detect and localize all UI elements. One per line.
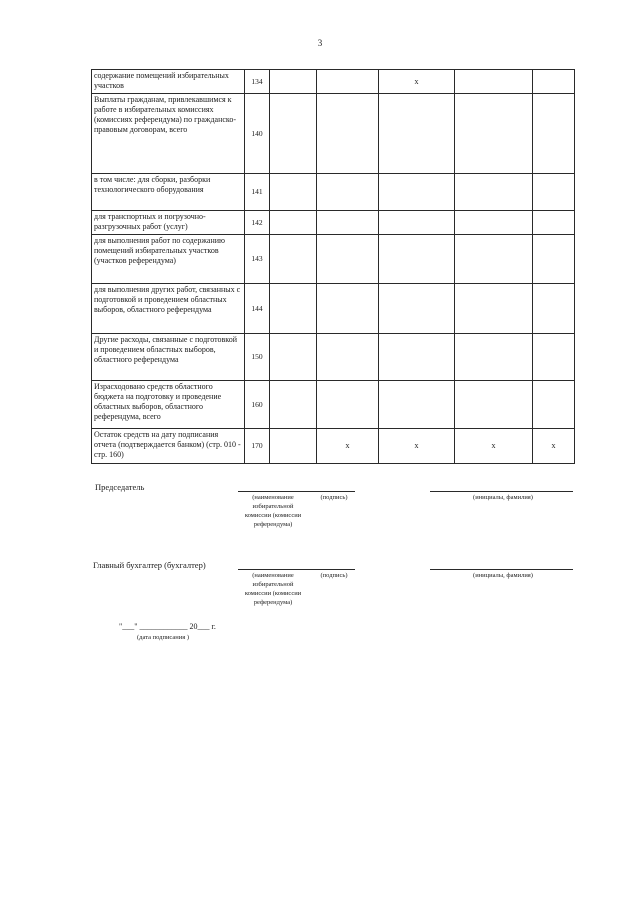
row-value-cell <box>533 284 575 334</box>
row-value-cell <box>317 381 379 429</box>
row-label: содержание помещений избирательных участков <box>92 70 245 94</box>
row-value-cell <box>379 174 455 211</box>
row-value-cell <box>270 235 317 284</box>
row-value-cell <box>270 284 317 334</box>
row-value-cell <box>533 174 575 211</box>
row-code: 170 <box>245 429 270 464</box>
row-value-cell <box>455 334 533 381</box>
row-value-cell <box>317 334 379 381</box>
row-label: Другие расходы, связанные с подготовкой и проведением областных выборов, областного референдума <box>92 334 245 381</box>
row-value-cell <box>533 94 575 174</box>
row-value-cell <box>533 381 575 429</box>
row-label: Израсходовано средств областного бюджета на подготовку и проведение областных выборов, областного референдума, всего <box>92 381 245 429</box>
row-label: Выплаты гражданам, привлекавшимся к работе в избирательных комиссиях (комиссиях референдума) по гражданско-правовым договорам, всего <box>92 94 245 174</box>
chairman-initials-line <box>430 491 573 492</box>
accountant-caption-name: (наименование избирательной комиссии (комиссии референдума) <box>244 572 302 606</box>
accountant-caption-initials: (инициалы, фамилия) <box>473 572 533 579</box>
row-label: Остаток средств на дату подписания отчета (подтверждается банком) (стр. 010 - стр. 160) <box>92 429 245 464</box>
row-value-cell <box>379 235 455 284</box>
row-value-cell <box>317 70 379 94</box>
chairman-caption-sign: (подпись) <box>320 494 348 501</box>
row-value-cell <box>455 94 533 174</box>
table-row <box>92 429 575 464</box>
row-value-cell <box>379 381 455 429</box>
table-row <box>92 94 575 174</box>
table-row <box>92 235 575 284</box>
chairman-title: Председатель <box>95 482 145 492</box>
signing-date: "___" ____________ 20___ г. <box>119 622 216 631</box>
table-row <box>92 211 575 235</box>
row-code: 134 <box>245 70 270 94</box>
chairman-caption-initials: (инициалы, фамилия) <box>473 494 533 501</box>
row-label: для выполнения работ по содержанию помещений избирательных участков (участков референдума) <box>92 235 245 284</box>
table-row <box>92 284 575 334</box>
table-row <box>92 70 575 94</box>
row-value-cell <box>317 284 379 334</box>
row-value-cell <box>317 235 379 284</box>
signing-date-caption: (дата подписания ) <box>137 634 190 641</box>
row-value-cell <box>317 211 379 235</box>
table-row <box>92 381 575 429</box>
row-value-cell <box>270 94 317 174</box>
row-value-cell <box>379 94 455 174</box>
row-value-cell <box>270 381 317 429</box>
row-value-cell <box>455 381 533 429</box>
row-value-cell: x <box>455 429 533 464</box>
row-label: в том числе: для сборки, разборки технологического оборудования <box>92 174 245 211</box>
row-value-cell <box>533 211 575 235</box>
expense-table <box>91 69 575 464</box>
row-value-cell <box>317 174 379 211</box>
row-value-cell <box>379 211 455 235</box>
row-value-cell: x <box>379 70 455 94</box>
chairman-sign-line <box>238 491 355 492</box>
row-value-cell: x <box>317 429 379 464</box>
row-value-cell <box>533 235 575 284</box>
row-value-cell <box>455 70 533 94</box>
row-value-cell <box>270 334 317 381</box>
accountant-title: Главный бухгалтер (бухгалтер) <box>93 560 206 570</box>
row-label: для выполнения других работ, связанных с подготовкой и проведением областных выборов, областного референдума <box>92 284 245 334</box>
chairman-caption-name: (наименование избирательной комиссии (комиссии референдума) <box>244 494 302 528</box>
row-code: 150 <box>245 334 270 381</box>
row-value-cell <box>317 94 379 174</box>
row-value-cell: x <box>379 429 455 464</box>
row-value-cell <box>270 70 317 94</box>
page-number: 3 <box>317 38 323 48</box>
accountant-initials-line <box>430 569 573 570</box>
row-value-cell <box>270 211 317 235</box>
accountant-caption-sign: (подпись) <box>320 572 348 579</box>
row-code: 140 <box>245 94 270 174</box>
table-row <box>92 174 575 211</box>
row-value-cell: x <box>533 429 575 464</box>
row-code: 143 <box>245 235 270 284</box>
table-row <box>92 334 575 381</box>
row-value-cell <box>455 284 533 334</box>
row-code: 160 <box>245 381 270 429</box>
row-label: для транспортных и погрузочно-разгрузочных работ (услуг) <box>92 211 245 235</box>
row-value-cell <box>533 70 575 94</box>
row-value-cell <box>533 334 575 381</box>
row-code: 142 <box>245 211 270 235</box>
row-value-cell <box>455 235 533 284</box>
accountant-sign-line <box>238 569 355 570</box>
row-value-cell <box>455 174 533 211</box>
row-value-cell <box>379 284 455 334</box>
row-value-cell <box>455 211 533 235</box>
row-code: 144 <box>245 284 270 334</box>
row-code: 141 <box>245 174 270 211</box>
row-value-cell <box>270 429 317 464</box>
row-value-cell <box>270 174 317 211</box>
row-value-cell <box>379 334 455 381</box>
